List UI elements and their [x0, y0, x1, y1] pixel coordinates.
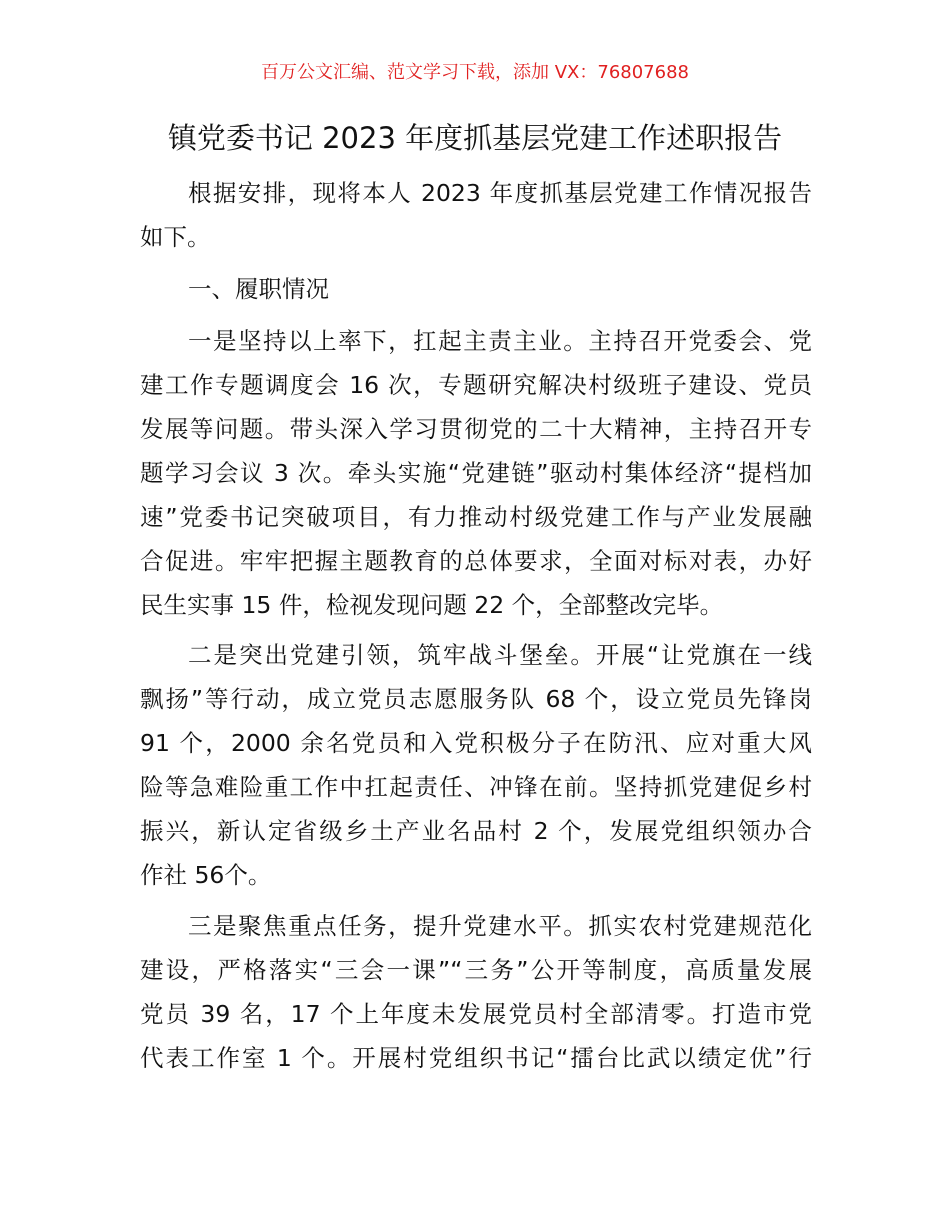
paragraph-line: 如下。: [140, 223, 211, 251]
paragraph-line: 一是坚持以上率下，扛起主责主业。主持召开党委会、党: [188, 327, 812, 355]
paragraph-line: 发展等问题。带头深入学习贯彻党的二十大精神，主持召开专: [140, 415, 812, 443]
section-heading: 一、履职情况: [188, 275, 329, 303]
paragraph-line: 建工作专题调度会 16 次，专题研究解决村级班子建设、党员: [140, 371, 812, 399]
paragraph-line: 作社 56个。: [140, 861, 272, 889]
paragraph-line: 代表工作室 1 个。开展村党组织书记“擂台比武以绩定优”行: [140, 1044, 812, 1072]
paragraph-line: 振兴，新认定省级乡土产业名品村 2 个，发展党组织领办合: [140, 817, 812, 845]
paragraph-line: 合促进。牢牢把握主题教育的总体要求，全面对标对表，办好: [140, 547, 812, 575]
paragraph-line: 险等急难险重工作中扛起责任、冲锋在前。坚持抓党建促乡村: [140, 773, 812, 801]
paragraph-line: 题学习会议 3 次。牵头实施“党建链”驱动村集体经济“提档加: [140, 459, 812, 487]
paragraph-line: 民生实事 15 件，检视发现问题 22 个，全部整改完毕。: [140, 591, 724, 619]
paragraph-line: 建设，严格落实“三会一课”“三务”公开等制度，高质量发展: [140, 956, 812, 984]
paragraph-line: 91 个，2000 余名党员和入党积极分子在防汛、应对重大风: [140, 729, 812, 757]
paragraph-line: 党员 39 名，17 个上年度未发展党员村全部清零。打造市党: [140, 1000, 812, 1028]
document-title: 镇党委书记 2023 年度抓基层党建工作述职报告: [167, 121, 783, 155]
paragraph-line: 二是突出党建引领，筑牢战斗堡垒。开展“让党旗在一线: [188, 641, 812, 669]
paragraph-line: 三是聚焦重点任务，提升党建水平。抓实农村党建规范化: [188, 912, 812, 940]
paragraph-line: 飘扬”等行动，成立党员志愿服务队 68 个，设立党员先锋岗: [140, 685, 812, 713]
paragraph-line: 根据安排，现将本人 2023 年度抓基层党建工作情况报告: [188, 179, 812, 207]
watermark-header: 百万公文汇编、范文学习下载，添加 VX：76807688: [261, 62, 689, 83]
paragraph-line: 速”党委书记突破项目，有力推动村级党建工作与产业发展融: [140, 503, 812, 531]
